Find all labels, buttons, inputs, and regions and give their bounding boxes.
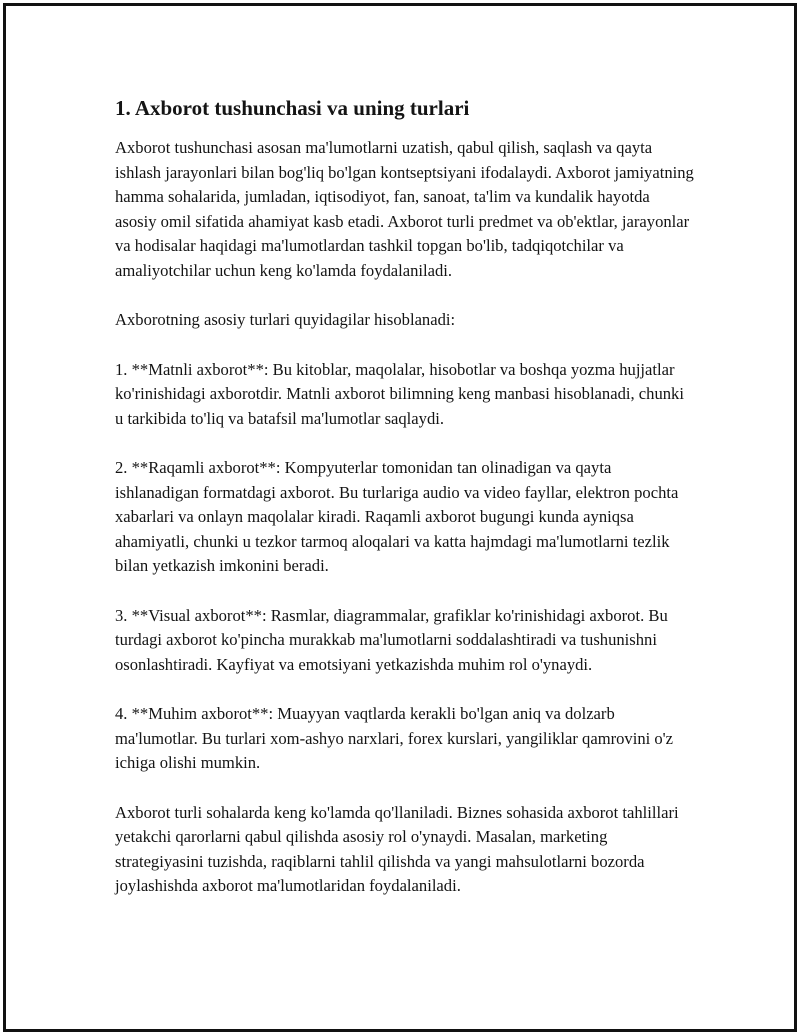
text-info-paragraph: 1. **Matnli axborot**: Bu kitoblar, maqolalar, hisobotlar va boshqa yozma hujjatlar ko'rinishidagi axborotdir. Matnli axborot bilimning keng manbasi hisoblanadi, chunki u tarkibida to'liq va batafsil ma'lumotlar saqlaydi. [115,359,684,428]
types-heading-paragraph: Axborotning asosiy turlari quyidagilar hisoblanadi: [115,310,456,329]
document-title: 1. Axborot tushunchasi va uning turlari [115,96,470,120]
visual-info-paragraph: 3. **Visual axborot**: Rasmlar, diagrammalar, grafiklar ko'rinishidagi axborot. Bu turdagi axborot ko'pincha murakkab ma'lumotlarni soddalashtiradi va tushunishni osonlashtiradi. Kayfiyat va emotsiyani yetkazishda muhim rol o'ynaydi. [115,605,668,674]
intro-paragraph: Axborot tushunchasi asosan ma'lumotlarni uzatish, qabul qilish, saqlash va qayta ishlash jarayonlari bilan bog'liq bo'lgan kontseptsiyani ifodalaydi. Axborot jamiyatning hamma sohalarida, jumladan, iqtisodiyot, fan, sanoat, ta'lim va kundalik hayotda asosiy omil sifatida ahamiyat kasb etadi. Axborot turli predmet va ob'ektlar, jarayonlar va hodisalar haqidagi ma'lumotlardan tashkil topgan bo'lib, tadqiqotchilar va amaliyotchilar uchun keng ko'lamda foydalaniladi. [115,138,694,280]
important-info-paragraph: 4. **Muhim axborot**: Muayyan vaqtlarda kerakli bo'lgan aniq va dolzarb ma'lumotlar. Bu turlari xom-ashyo narxlari, forex kurslari, yangiliklar qamrovini o'z ichiga olishi mumkin. [115,704,674,772]
document-body [115,94,695,924]
application-paragraph: Axborot turli sohalarda keng ko'lamda qo'llaniladi. Biznes sohasida axborot tahlillari yetakchi qarorlarni qabul qilishda asosiy rol o'ynaydi. Masalan, marketing strategiyasini tuzishda, raqiblarni tahlil qilishda va yangi mahsulotlarni bozorda joylashishda axborot ma'lumotlaridan foydalaniladi. [115,802,679,895]
digital-info-paragraph: 2. **Raqamli axborot**: Kompyuterlar tomonidan tan olinadigan va qayta ishlanadigan formatdagi axborot. Bu turlariga audio va video fayllar, elektron pochta xabarlari va onlayn maqolalar kiradi. Raqamli axborot bugungi kunda ayniqsa ahamiyatli, chunki u tezkor tarmoq aloqalari va katta hajmdagi ma'lumotlarni tezlik bilan yetkazish imkonini beradi. [115,458,679,575]
